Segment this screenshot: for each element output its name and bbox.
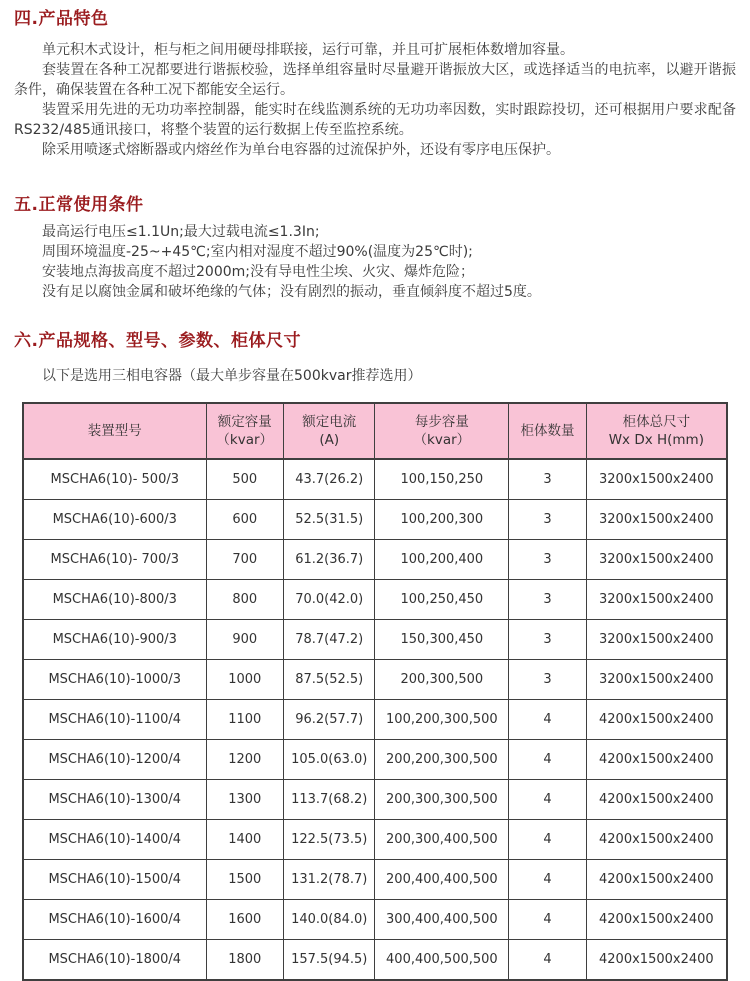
section-product-features <box>14 8 736 160</box>
spec-table-cell: 100,200,400 <box>375 540 509 580</box>
spec-table-cell: 200,300,400,500 <box>375 820 509 860</box>
spec-table-cell: 61.2(36.7) <box>283 540 375 580</box>
spec-table-row <box>23 740 727 780</box>
spec-table-cell: 3200x1500x2400 <box>586 540 727 580</box>
spec-table-cell: MSCHA6(10)-900/3 <box>23 620 206 660</box>
spec-table-cell: MSCHA6(10)-1500/4 <box>23 860 206 900</box>
spec-table-cell: 500 <box>206 459 283 500</box>
condition-line: 安装地点海拔高度不超过2000m;没有导电性尘埃、火灾、爆炸危险； <box>42 264 474 280</box>
spec-table-cell: 3 <box>509 620 586 660</box>
section-specifications <box>14 330 736 981</box>
features-paragraph: 装置采用先进的无功功率控制器，能实时在线监测系统的无功功率因数，实时跟踪投切，还可根据用户要求配备RS232/485通讯接口，将整个装置的运行数据上传至监控系统。 <box>14 102 736 138</box>
spec-table-cell: 100,150,250 <box>375 459 509 500</box>
spec-table-cell: 3200x1500x2400 <box>586 580 727 620</box>
spec-table-row <box>23 900 727 940</box>
spec-table-header-row <box>23 403 727 459</box>
spec-table-cell: 150,300,450 <box>375 620 509 660</box>
spec-table-cell: MSCHA6(10)- 700/3 <box>23 540 206 580</box>
spec-table-row <box>23 540 727 580</box>
spec-table-cell: 131.2(78.7) <box>283 860 375 900</box>
spec-table-cell: 4 <box>509 820 586 860</box>
spec-table-cell: 200,400,400,500 <box>375 860 509 900</box>
spec-table-header-cell: 每步容量 （kvar） <box>375 403 509 459</box>
spec-table-row <box>23 500 727 540</box>
spec-table-cell: 1200 <box>206 740 283 780</box>
spec-table-cell: MSCHA6(10)-1600/4 <box>23 900 206 940</box>
spec-table-cell: 600 <box>206 500 283 540</box>
spec-table-cell: 1600 <box>206 900 283 940</box>
spec-table-cell: 100,200,300,500 <box>375 700 509 740</box>
spec-table-cell: 4 <box>509 860 586 900</box>
spec-table-cell: 100,250,450 <box>375 580 509 620</box>
spec-table-row <box>23 620 727 660</box>
spec-table-cell: 3 <box>509 660 586 700</box>
spec-table-cell: 300,400,400,500 <box>375 900 509 940</box>
spec-table-cell: 4 <box>509 700 586 740</box>
spec-table-header-cell: 装置型号 <box>23 403 206 459</box>
spec-table-cell: 4200x1500x2400 <box>586 780 727 820</box>
spec-table-cell: 3200x1500x2400 <box>586 459 727 500</box>
spec-table-cell: 1100 <box>206 700 283 740</box>
spec-table-cell: 3 <box>509 500 586 540</box>
spec-table-cell: 4 <box>509 900 586 940</box>
spec-table-body <box>23 459 727 980</box>
spec-table-cell: MSCHA6(10)-1300/4 <box>23 780 206 820</box>
spec-table-cell: MSCHA6(10)-800/3 <box>23 580 206 620</box>
spec-table-cell: 400,400,500,500 <box>375 940 509 981</box>
spec-table-cell: 100,200,300 <box>375 500 509 540</box>
spec-table-cell: 43.7(26.2) <box>283 459 375 500</box>
spec-table-cell: 1800 <box>206 940 283 981</box>
spec-table-header-cell: 额定容量 （kvar） <box>206 403 283 459</box>
spec-table-cell: 4 <box>509 780 586 820</box>
condition-line: 周围环境温度-25~+45℃;室内相对湿度不超过90%(温度为25℃时); <box>42 244 473 260</box>
spec-table-cell: 700 <box>206 540 283 580</box>
spec-table-header-cell: 柜体数量 <box>509 403 586 459</box>
spec-table-cell: 52.5(31.5) <box>283 500 375 540</box>
spec-table-cell: 105.0(63.0) <box>283 740 375 780</box>
spec-table-cell: 3 <box>509 459 586 500</box>
spec-table-cell: MSCHA6(10)- 500/3 <box>23 459 206 500</box>
section-title-conditions: 五.正常使用条件 <box>14 195 144 215</box>
spec-table-cell: 4 <box>509 940 586 981</box>
spec-table-row <box>23 459 727 500</box>
section-title-specs: 六.产品规格、型号、参数、柜体尺寸 <box>14 331 301 351</box>
spec-table-cell: 3200x1500x2400 <box>586 660 727 700</box>
spec-table-cell: 4200x1500x2400 <box>586 860 727 900</box>
section-title-features: 四.产品特色 <box>14 9 109 29</box>
spec-table-row <box>23 700 727 740</box>
spec-table-cell: 140.0(84.0) <box>283 900 375 940</box>
spec-table-cell: MSCHA6(10)-1200/4 <box>23 740 206 780</box>
spec-table-cell: 1000 <box>206 660 283 700</box>
spec-table-header-cell: 额定电流 (A) <box>283 403 375 459</box>
spec-table-head <box>23 403 727 459</box>
spec-table-cell: 78.7(47.2) <box>283 620 375 660</box>
spec-table-cell: 96.2(57.7) <box>283 700 375 740</box>
spec-table-row <box>23 580 727 620</box>
spec-table-cell: 1400 <box>206 820 283 860</box>
spec-table-cell: 3 <box>509 540 586 580</box>
spec-table-cell: 1500 <box>206 860 283 900</box>
spec-selection-note: 以下是选用三相电容器（最大单步容量在500kvar推荐选用） <box>42 368 422 384</box>
spec-table-cell: 157.5(94.5) <box>283 940 375 981</box>
spec-table-row <box>23 940 727 981</box>
spec-table-cell: 87.5(52.5) <box>283 660 375 700</box>
spec-table-cell: 200,200,300,500 <box>375 740 509 780</box>
section-usage-conditions <box>14 194 736 302</box>
spec-table-cell: 113.7(68.2) <box>283 780 375 820</box>
features-paragraph: 除采用喷逐式熔断器或内熔丝作为单台电容器的过流保护外，还设有零序电压保护。 <box>42 142 560 158</box>
spec-table-cell: 3200x1500x2400 <box>586 620 727 660</box>
spec-table-row <box>23 820 727 860</box>
spec-table-cell: 4200x1500x2400 <box>586 940 727 981</box>
spec-table-cell: MSCHA6(10)-1100/4 <box>23 700 206 740</box>
spec-table-row <box>23 660 727 700</box>
spec-table-cell: 4200x1500x2400 <box>586 740 727 780</box>
spec-table-cell: 200,300,300,500 <box>375 780 509 820</box>
spec-table-row <box>23 780 727 820</box>
condition-line: 最高运行电压≤1.1Un;最大过载电流≤1.3In; <box>42 224 320 240</box>
spec-table-cell: 3 <box>509 580 586 620</box>
spec-table-cell: 3200x1500x2400 <box>586 500 727 540</box>
spec-table-cell: MSCHA6(10)-600/3 <box>23 500 206 540</box>
spec-table-cell: 800 <box>206 580 283 620</box>
features-paragraph: 单元积木式设计，柜与柜之间用硬母排联接，运行可靠，并且可扩展柜体数增加容量。 <box>42 42 574 58</box>
spec-table-cell: 4200x1500x2400 <box>586 900 727 940</box>
spec-table-cell: MSCHA6(10)-1800/4 <box>23 940 206 981</box>
condition-line: 没有足以腐蚀金属和破坏绝缘的气体；没有剧烈的振动，垂直倾斜度不超过5度。 <box>42 284 541 300</box>
features-paragraph: 套装置在各种工况都要进行谐振校验，选择单组容量时尽量避开谐振放大区，或选择适当的电抗率，以避开谐振条件，确保装置在各种工况下都能安全运行。 <box>14 62 736 98</box>
spec-table-cell: 200,300,500 <box>375 660 509 700</box>
spec-table-cell: 4 <box>509 740 586 780</box>
spec-table-cell: MSCHA6(10)-1000/3 <box>23 660 206 700</box>
spec-table-cell: 122.5(73.5) <box>283 820 375 860</box>
spec-table-cell: 1300 <box>206 780 283 820</box>
spec-table-cell: 4200x1500x2400 <box>586 700 727 740</box>
spec-table-row <box>23 860 727 900</box>
spec-table <box>22 402 728 981</box>
spec-table-cell: 70.0(42.0) <box>283 580 375 620</box>
spec-table-cell: 4200x1500x2400 <box>586 820 727 860</box>
spec-table-header-cell: 柜体总尺寸 Wx Dx H(mm) <box>586 403 727 459</box>
spec-table-cell: 900 <box>206 620 283 660</box>
spec-table-cell: MSCHA6(10)-1400/4 <box>23 820 206 860</box>
